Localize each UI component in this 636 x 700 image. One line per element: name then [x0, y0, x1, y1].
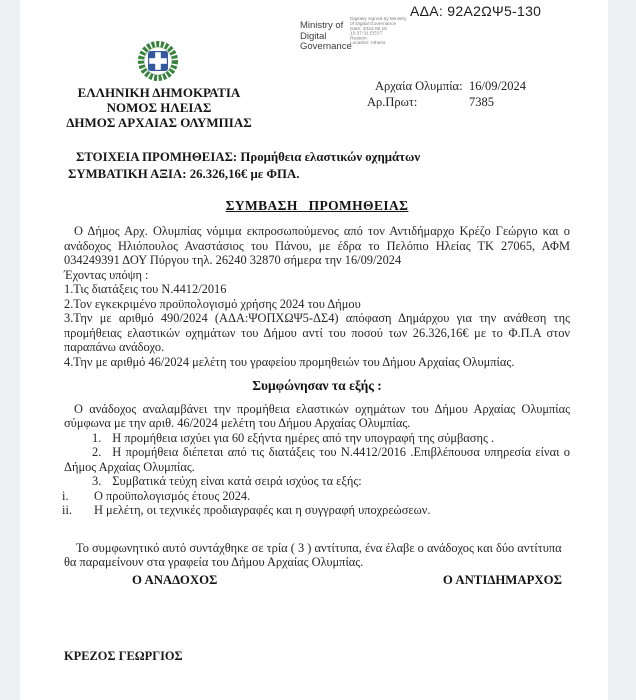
- consideration-item: 1.Τις διατάξεις του Ν.4412/2016: [64, 282, 227, 296]
- document-body: [64, 224, 570, 664]
- issuing-authority-block: [28, 86, 290, 130]
- signature-detail-line: Date: 2024.09.16: [350, 26, 387, 32]
- consideration-item: 4.Την με αριθμό 46/2024 μελέτη του γραφείου προμηθειών του Δήμου Αρχαίας Ολυμπίας.: [64, 354, 515, 369]
- subterm-text: Η μελέτη, οι τεχνικές προδιαγραφές και η συγγραφή υποχρεώσεων.: [94, 503, 431, 517]
- closing-paragraph: Το συμφωνητικό αυτό συντάχθηκε σε τρία ( 3 ) αντίτυπα, ένα έλαβε ο ανάδοχος και δύο αντίτυπα θα παραμείνουν στα γραφεία του Δήμου Αρχαίας Ολυμπίας.: [64, 540, 562, 569]
- ministry-signature-label: [300, 21, 352, 53]
- signatory-contractor-label: Ο ΑΝΑΔΟΧΟΣ: [132, 572, 218, 587]
- subterm-marker: ii.: [62, 503, 72, 517]
- document-date: 16/09/2024: [469, 79, 526, 93]
- authority-line-prefecture: ΝΟΜΟΣ ΗΛΕΙΑΣ: [106, 99, 212, 115]
- term-item: [64, 431, 570, 446]
- term-text: Η προμήθεια ισχύει για 60 εξήντα ημέρες από την υπογραφή της σύμβασης .: [112, 430, 495, 445]
- document-title: ΣΥΜΒΑΣΗ ΠΡΟΜΗΘΕΙΑΣ: [225, 198, 409, 213]
- agreement-heading: Συμφώνησαν τα εξής :: [252, 378, 382, 393]
- term-text: Η προμήθεια διέπεται από τις διατάξεις του Ν.4412/2016 .Επιβλέπουσα υπηρεσία είναι ο Δήμος Αρχαίας Ολυμπίας.: [64, 445, 570, 474]
- subterm-text: Ο προϋπολογισμός έτους 2024.: [94, 488, 251, 503]
- place-label: Αρχαία Ολυμπία:: [375, 79, 463, 93]
- procurement-subject-line: ΣΤΟΙΧΕΙΑ ΠΡΟΜΗΘΕΙΑΣ: Προμήθεια ελαστικών οχημάτων: [76, 150, 421, 164]
- term-number: 3.: [92, 474, 102, 488]
- term-item: [64, 474, 570, 489]
- term-item: [64, 445, 570, 474]
- protocol-number: 7385: [469, 94, 494, 109]
- signature-detail-line: 10:37:31 EEST: [350, 31, 383, 37]
- consideration-item: 2.Τον εγκεκριμένο προϋπολογισμό χρήσης 2024 του Δήμου: [64, 296, 361, 311]
- having-regard-line: Έχοντας υπόψη :: [64, 267, 149, 282]
- date-protocol-block: [367, 79, 526, 110]
- consideration-item: 3.Την με αριθμό 490/2024 (ΑΔΑ:ΨΟΠΧΩΨ5-ΔΣ4) απόφαση Δημάρχου για την ανάθεση της προμήθειας ελαστικών οχημάτων του Δήμου αντί του ποσού των 26.326,16€ με το Φ.Π.Α στον παραπάνω ανάδοχο.: [64, 311, 570, 354]
- subject-block: [68, 149, 420, 182]
- signature-detail-line: Reason:: [350, 36, 368, 41]
- signature-detail-line: Digitally signed by Ministry: [350, 17, 407, 22]
- digital-signature-stamp: [350, 17, 407, 46]
- deputy-mayor-name: ΚΡΕΖΟΣ ΓΕΩΡΓΙΟΣ: [64, 649, 183, 663]
- intro-paragraph: Ο Δήμος Αρχ. Ολυμπίας νόμιμα εκπροσωπούμενος από τον Αντιδήμαρχο Κρέζο Γεώργιο και ο ανάδοχος Ηλιόπουλος Αναστάσιος του Πάνου, με έδρα το Πελόπιο Ηλείας ΤΚ 27065, ΑΦΜ 034249391 ΔΟΥ Πύργου τηλ. 26240 32870 σήμερα την 16/09/2024: [64, 224, 570, 267]
- agreement-intro-paragraph: Ο ανάδοχος αναλαμβάνει την προμήθεια ελαστικών οχημάτων του Δήμου Αρχαίας Ολυμπίας σύμφωνα με την αριθ. 46/2024 μελέτη του Δήμου Αρχαίας Ολυμπίας.: [64, 401, 570, 430]
- signature-detail-line: Location: Athens: [350, 41, 386, 46]
- subterm-item: [64, 503, 570, 518]
- protocol-label: Αρ.Πρωτ:: [367, 94, 418, 109]
- contract-value-line: ΣΥΜΒΑΤΙΚΗ ΑΞΙΑ: 26.326,16€ με ΦΠΑ.: [68, 166, 300, 181]
- ada-registry-code: ΑΔΑ: 92Α2ΩΨ5-130: [410, 3, 542, 19]
- subterm-item: [64, 489, 570, 504]
- signature-detail-line: of Digital Governance: [350, 21, 397, 27]
- subterm-marker: i.: [62, 488, 69, 503]
- term-number: 2.: [92, 445, 102, 459]
- signatories-row: [64, 573, 570, 588]
- scan-left-margin: [0, 0, 20, 700]
- greek-republic-emblem-icon: [134, 39, 182, 85]
- ministry-line: Digital: [300, 30, 327, 42]
- authority-line-municipality: ΔΗΜΟΣ ΑΡΧΑΙΑΣ ΟΛΥΜΠΙΑΣ: [66, 114, 252, 130]
- signatory-deputy-mayor-label: Ο ΑΝΤΙΔΗΜΑΡΧΟΣ: [442, 572, 562, 587]
- authority-line-republic: ΕΛΛΗΝΙΚΗ ΔΗΜΟΚΡΑΤΙΑ: [77, 85, 241, 100]
- term-text: Συμβατικά τεύχη είναι κατά σειρά ισχύος τα εξής:: [112, 474, 362, 488]
- term-number: 1.: [92, 430, 102, 445]
- ministry-line: Ministry of: [300, 20, 344, 31]
- scan-right-margin: [608, 0, 636, 700]
- ministry-line: Governance: [300, 41, 352, 52]
